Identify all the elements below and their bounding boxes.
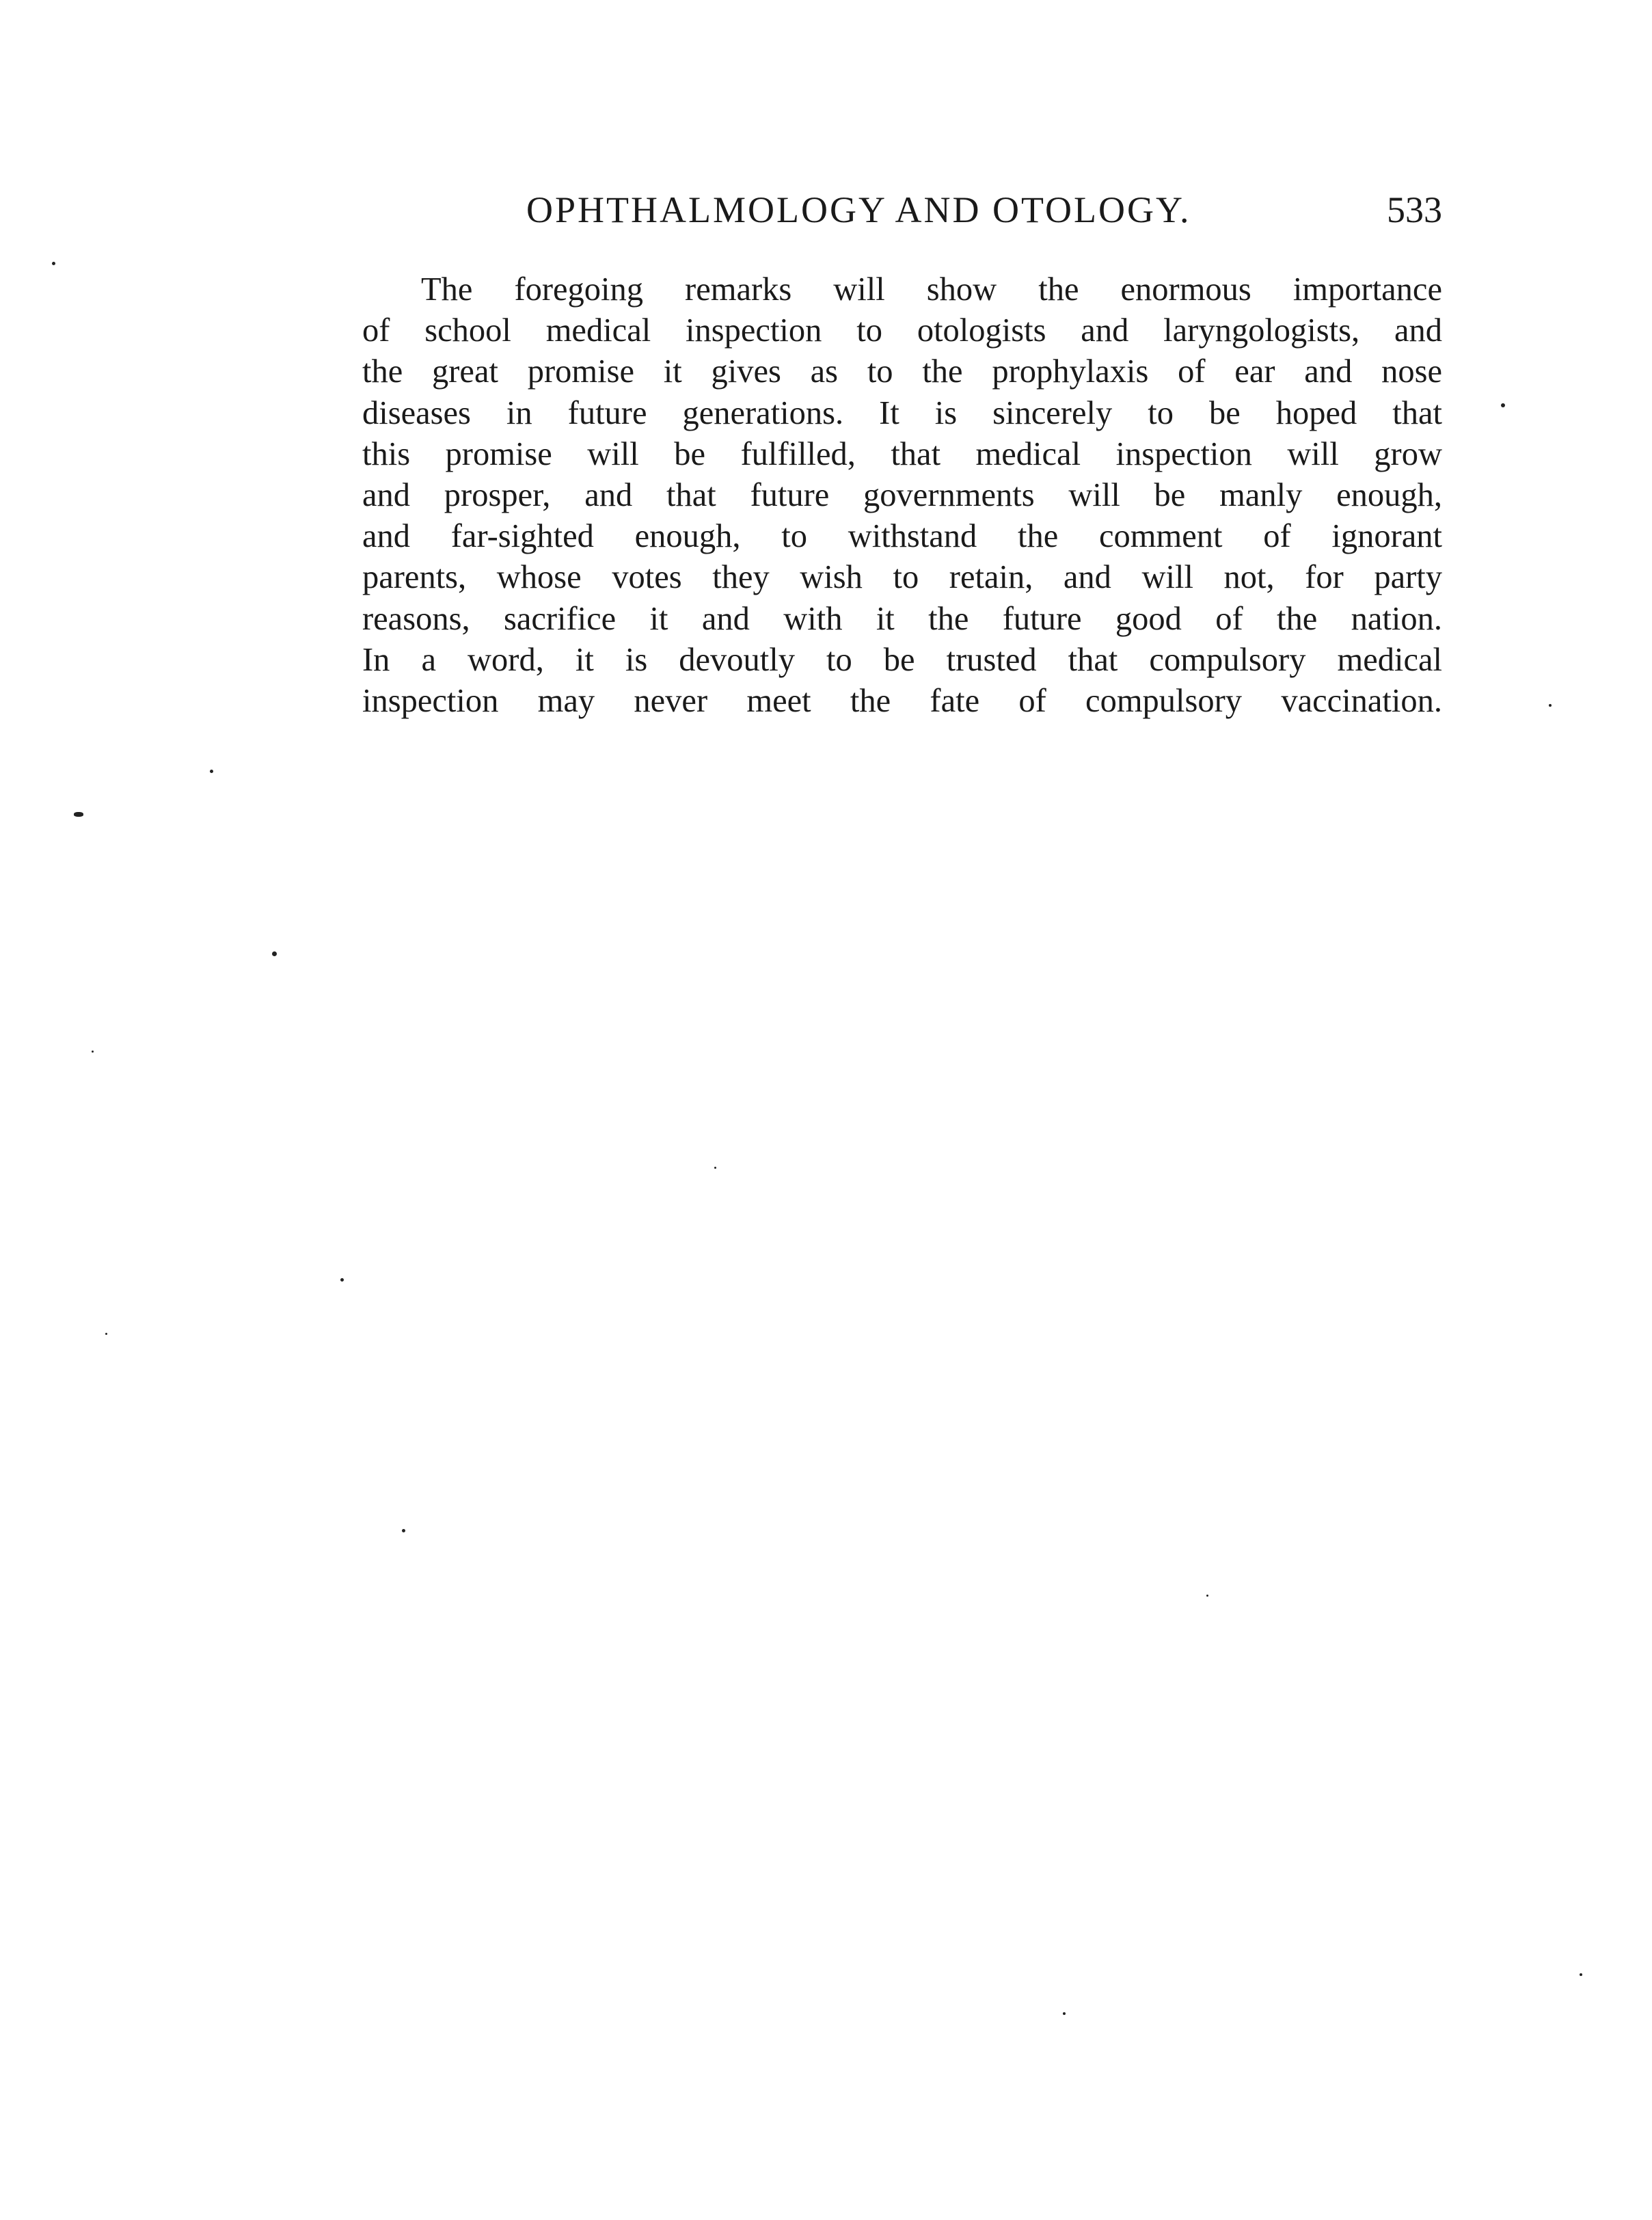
running-title: OPHTHALMOLOGY AND OTOLOGY. bbox=[526, 189, 1191, 230]
text-line: diseases in future generations. It is sincerely to be hoped that bbox=[362, 394, 1442, 431]
scan-speck bbox=[52, 262, 55, 265]
text-line: of school medical inspection to otologists and laryngologists, and bbox=[362, 312, 1442, 349]
running-head bbox=[362, 186, 1442, 234]
text-line: and prosper, and that future governments will be manly enough, bbox=[362, 476, 1442, 513]
scan-speck bbox=[1501, 403, 1505, 407]
scan-speck bbox=[105, 1333, 107, 1335]
text-line: the great promise it gives as to the prophylaxis of ear and nose bbox=[362, 353, 1442, 390]
scan-speck bbox=[1206, 1595, 1208, 1597]
scan-speck bbox=[74, 812, 83, 817]
scan-speck bbox=[402, 1529, 405, 1532]
scan-speck bbox=[210, 770, 213, 773]
scan-speck bbox=[714, 1167, 716, 1169]
text-line: The foregoing remarks will show the enormous importance bbox=[421, 271, 1442, 308]
text-line: this promise will be fulfilled, that medical inspection will grow bbox=[362, 435, 1442, 472]
page-number: 533 bbox=[1387, 189, 1442, 230]
scan-speck bbox=[340, 1278, 344, 1282]
text-line: reasons, sacrifice it and with it the future good of the nation. bbox=[362, 600, 1442, 637]
text-line: In a word, it is devoutly to be trusted that compulsory medical bbox=[362, 641, 1442, 678]
text-line: and far-sighted enough, to withstand the comment of ignorant bbox=[362, 518, 1442, 555]
scan-speck bbox=[1549, 704, 1552, 707]
scan-speck bbox=[92, 1051, 94, 1053]
scan-speck bbox=[1063, 2012, 1066, 2015]
scan-speck bbox=[272, 951, 277, 956]
text-line: inspection may never meet the fate of compulsory vaccination. bbox=[362, 682, 1442, 719]
text-line: parents, whose votes they wish to retain, and will not, for party bbox=[362, 559, 1442, 596]
scan-speck bbox=[1580, 1973, 1582, 1976]
body-paragraph bbox=[362, 269, 1442, 722]
